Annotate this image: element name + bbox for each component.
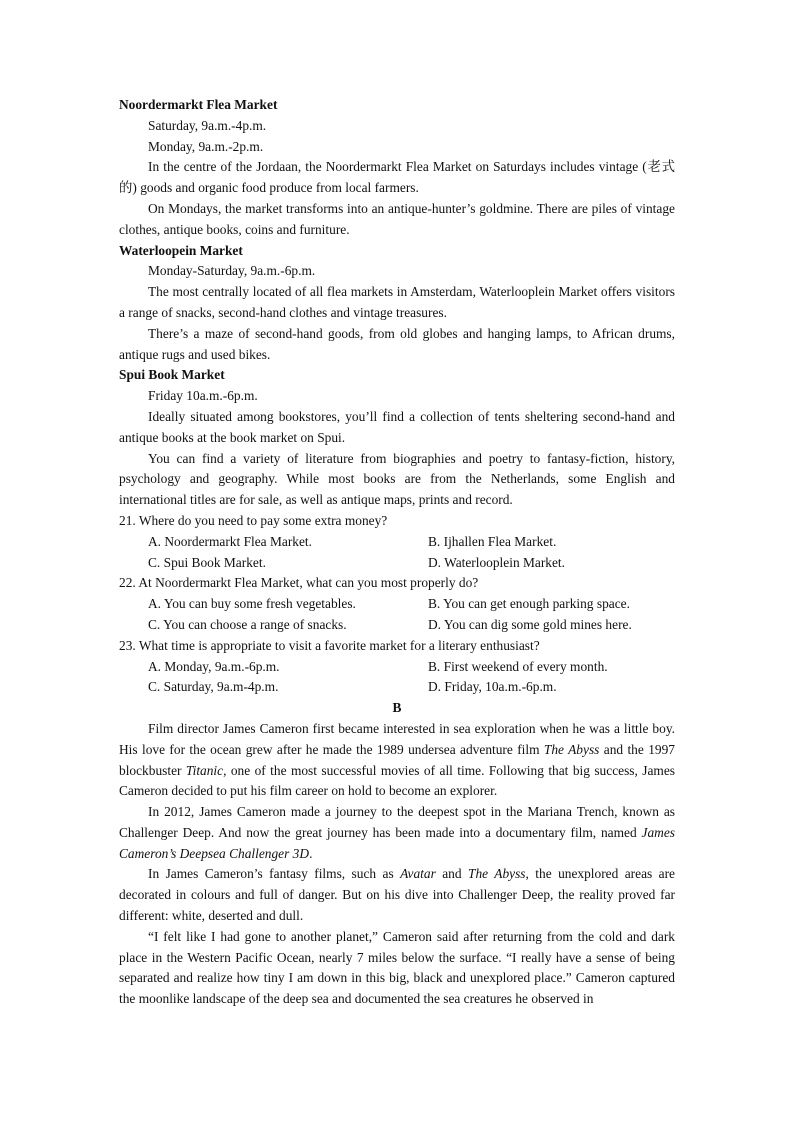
question-21-options [119,532,675,574]
film-title: The Abyss [543,741,600,757]
question-23-stem: 23. What time is appropriate to visit a favorite market for a literary enthusiast? [119,637,540,653]
question-22-options [119,594,675,636]
hours-line: Saturday, 9a.m.-4p.m. [148,117,267,133]
option-a: A. You can buy some fresh vegetables. [148,596,356,612]
paragraph: “I felt like I had gone to another planet,” Cameron said after returning from the cold and dark place in the Western Pacific Ocean, nearly 7 miles below the surface. “I really have a sense of being separated and realize how tiny I am down in this big, black and unexplored place.” Cameron captured the moonlike landscape of the deep sea and documented the sea creatures he observed in [119,928,675,1007]
paragraph: In the centre of the Jordaan, the Noordermarkt Flea Market on Saturdays includes vintage (老式的) goods and organic food produce from local farmers. [119,159,675,196]
market-heading-noordermarkt: Noordermarkt Flea Market [119,97,278,112]
hours-line: Monday, 9a.m.-2p.m. [148,138,264,154]
paragraph: Ideally situated among bookstores, you’ll find a collection of tents sheltering second-hand and antique books at the book market on Spui. [119,408,675,445]
option-c: C. Saturday, 9a.m-4p.m. [148,679,279,695]
question-23-options [119,657,675,699]
film-title: Titanic [185,762,224,778]
paragraph: In James Cameron’s fantasy films, such as Avatar and The Abyss, the unexplored areas are decorated in colours and full of danger. But on his dive into Challenger Deep, the reality proved far different: white, deserted and dull. [119,866,675,924]
question-21-stem: 21. Where do you need to pay some extra money? [119,512,388,528]
document-page [119,95,675,1010]
option-d: D. Friday, 10a.m.-6p.m. [428,679,557,695]
hours-line: Friday 10a.m.-6p.m. [148,388,258,404]
paragraph: You can find a variety of literature from biographies and poetry to fantasy-fiction, history, psychology and geography. While most books are from the Netherlands, some English and international titles are for sale, as well as antique maps, prints and record. [119,450,675,508]
market-heading-spui: Spui Book Market [119,367,225,383]
paragraph: In 2012, James Cameron made a journey to the deepest spot in the Mariana Trench, known as Challenger Deep. And now the great journey has been made into a documentary film, named James Cameron’s Deepsea Challenger 3D. [119,804,675,861]
option-b: B. You can get enough parking space. [428,596,630,612]
option-c: C. You can choose a range of snacks. [148,616,347,632]
film-title: James Cameron’s Deepsea Challenger 3D [119,824,675,861]
paragraph: Film director James Cameron first became interested in sea exploration when he was a little boy. His love for the ocean grew after he made the 1989 undersea adventure film The Abyss and the 1997 blockbuster Titanic, one of the most successful movies of all time. Following that big success, James Cameron decided to put his film career on hold to become an explorer. [119,720,675,799]
film-title: Avatar [400,866,436,882]
option-b: B. First weekend of every month. [428,658,608,674]
section-b-label: B [392,700,402,716]
option-d: D. Waterlooplein Market. [428,554,566,570]
market-heading-waterloopein: Waterloopein Market [119,242,243,258]
option-d: D. You can dig some gold mines here. [428,616,632,632]
paragraph: The most centrally located of all flea markets in Amsterdam, Waterlooplein Market offers visitors a range of snacks, second-hand clothes and vintage treasures. [119,284,675,320]
option-c: C. Spui Book Market. [148,554,266,570]
film-title: The Abyss [468,866,526,882]
hours-line: Monday-Saturday, 9a.m.-6p.m. [148,263,316,279]
question-22-stem: 22. At Noordermarkt Flea Market, what can you most properly do? [119,575,479,591]
paragraph: There’s a maze of second-hand goods, from old globes and hanging lamps, to African drums, antique rugs and used bikes. [119,325,675,362]
paragraph: On Mondays, the market transforms into an antique-hunter’s goldmine. There are piles of vintage clothes, antique books, coins and furniture. [119,200,675,237]
option-a: A. Monday, 9a.m.-6p.m. [148,658,280,674]
option-a: A. Noordermarkt Flea Market. [148,533,312,549]
option-b: B. Ijhallen Flea Market. [428,533,557,549]
